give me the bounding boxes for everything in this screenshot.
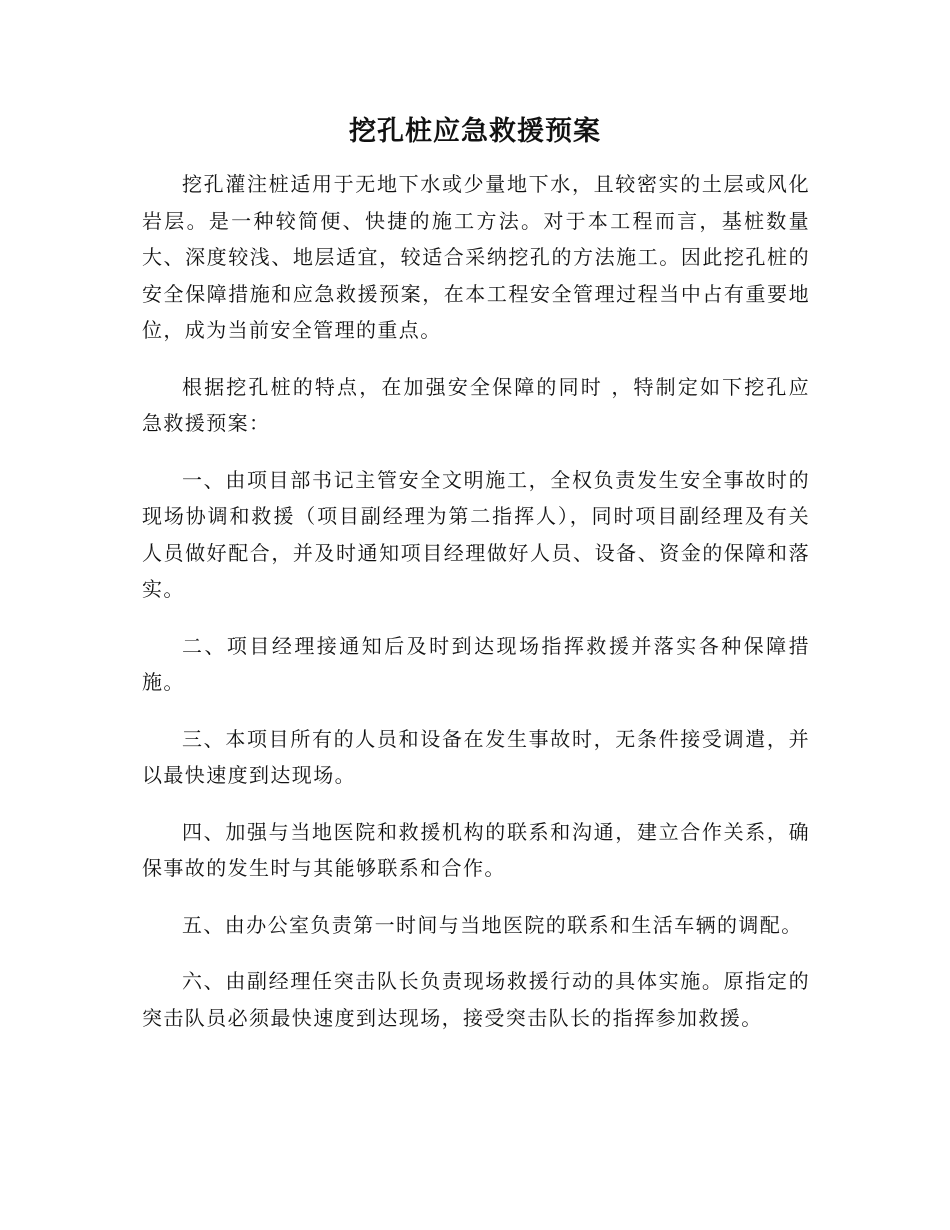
- document-title: 挖孔桩应急救援预案: [349, 116, 601, 147]
- paragraph-item-3: 三、本项目所有的人员和设备在发生事故时，无条件接受调遣，并以最快速度到达现场。: [142, 726, 810, 787]
- paragraph-item-6: 六、由副经理任突击队长负责现场救援行动的具体实施。原指定的突击队员必须最快速度到达现场，接受突击队长的指挥参加救援。: [142, 969, 810, 1030]
- paragraph-item-4: 四、加强与当地医院和救援机构的联系和沟通，建立合作关系，确保事故的发生时与其能够联系和合作。: [142, 819, 810, 880]
- paragraph-item-2: 二、项目经理接通知后及时到达现场指挥救援并落实各种保障措施。: [142, 633, 810, 694]
- paragraph-intro: 挖孔灌注桩适用于无地下水或少量地下水，且较密实的土层或风化岩层。是一种较简便、快捷的施工方法。对于本工程而言，基桩数量大、深度较浅、地层适宜，较适合采纳挖孔的方法施工。因此挖孔桩的安全保障措施和应急救援预案，在本工程安全管理过程当中占有重要地位，成为当前安全管理的重点。: [142, 172, 810, 342]
- paragraph-preface: 根据挖孔桩的特点，在加强安全保障的同时 ，特制定如下挖孔应急救援预案：: [142, 374, 810, 435]
- paragraph-item-1: 一、由项目部书记主管安全文明施工，全权负责发生安全事故时的现场协调和救援（项目副经理为第二指挥人），同时项目副经理及有关人员做好配合，并及时通知项目经理做好人员、设备、资金的保障和落实。: [142, 467, 810, 601]
- paragraph-item-5: 五、由办公室负责第一时间与当地医院的联系和生活车辆的调配。: [182, 912, 803, 937]
- document-body: [142, 166, 810, 1056]
